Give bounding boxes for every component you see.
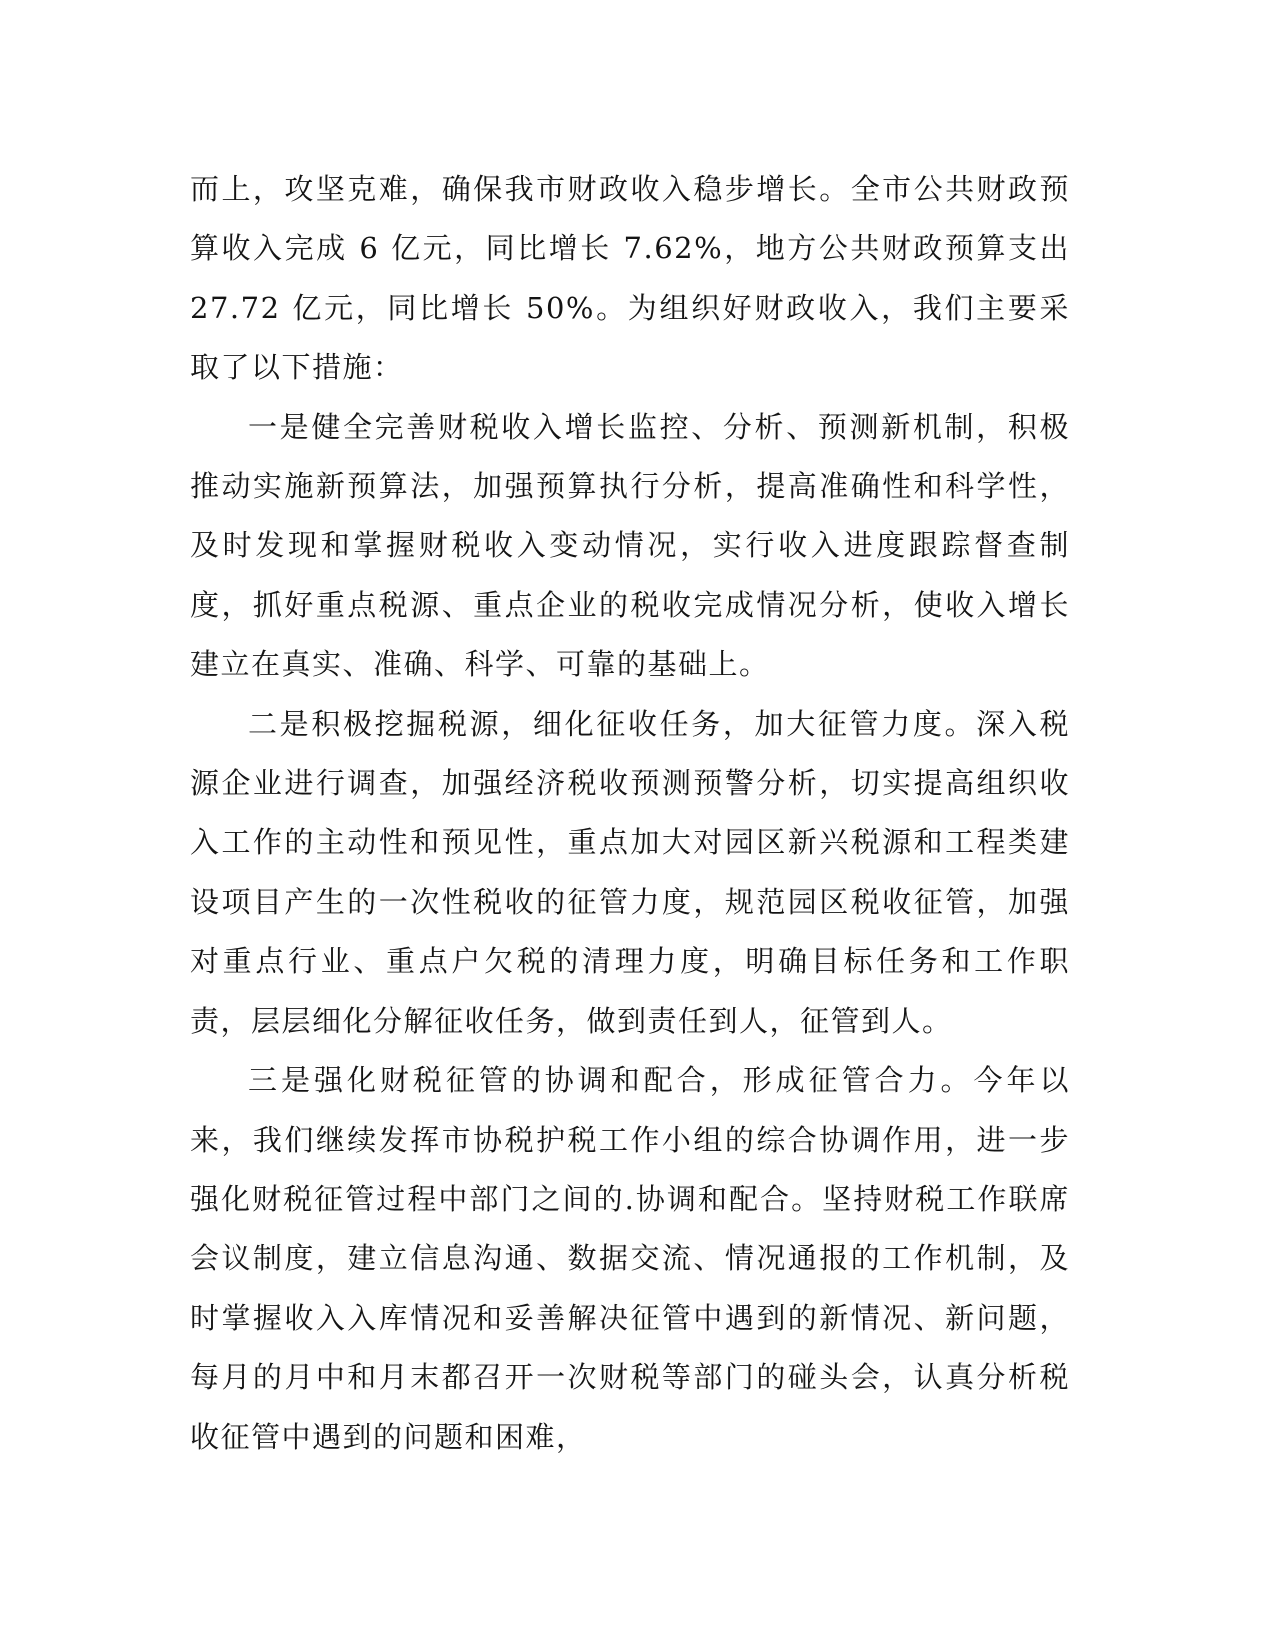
paragraph-continuation: 而上，攻坚克难，确保我市财政收入稳步增长。全市公共财政预算收入完成 6 亿元，同比增长 7.62%，地方公共财政预算支出 27.72 亿元，同比增长 50%。为组织好财政收入，我们主要采取了以下措施： xyxy=(190,172,1070,385)
paragraph-measure-two: 二是积极挖掘税源，细化征收任务，加大征管力度。深入税源企业进行调查，加强经济税收预测预警分析，切实提高组织收入工作的主动性和预见性，重点加大对园区新兴税源和工程类建设项目产生的一次性税收的征管力度，规范园区税收征管，加强对重点行业、重点户欠税的清理力度，明确目标任务和工作职责，层层细化分解征收任务，做到责任到人，征管到人。 xyxy=(190,706,1070,1038)
document-body xyxy=(190,160,1070,1467)
paragraph-measure-one: 一是健全完善财税收入增长监控、分析、预测新机制，积极推动实施新预算法，加强预算执行分析，提高准确性和科学性，及时发现和掌握财税收入变动情况，实行收入进度跟踪督查制度，抓好重点税源、重点企业的税收完成情况分析，使收入增长建立在真实、准确、科学、可靠的基础上。 xyxy=(190,409,1070,682)
paragraph-measure-three: 三是强化财税征管的协调和配合，形成征管合力。今年以来，我们继续发挥市协税护税工作小组的综合协调作用，进一步强化财税征管过程中部门之间的.协调和配合。坚持财税工作联席会议制度，建立信息沟通、数据交流、情况通报的工作机制，及时掌握收入入库情况和妥善解决征管中遇到的新情况、新问题，每月的月中和月末都召开一次财税等部门的碰头会，认真分析税收征管中遇到的问题和困难， xyxy=(190,1063,1070,1454)
